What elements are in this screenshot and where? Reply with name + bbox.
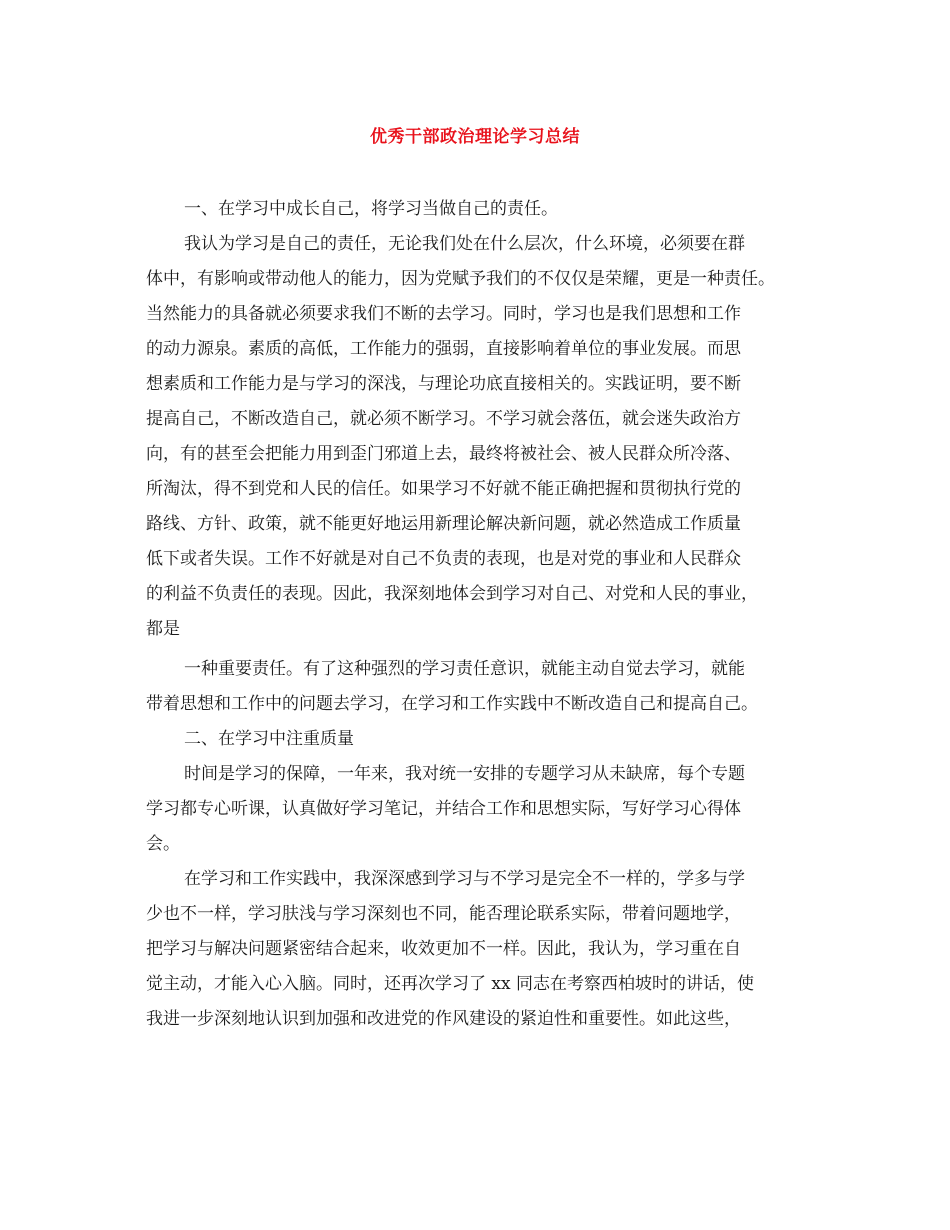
paragraph-line: 体中，有影响或带动他人的能力，因为党赋予我们的不仅仅是荣耀，更是一种责任。 <box>146 269 775 289</box>
paragraph-line: 想素质和工作能力是与学习的深浅，与理论功底直接相关的。实践证明，要不断 <box>146 374 741 394</box>
paragraph-line: 带着思想和工作中的问题去学习，在学习和工作实践中不断改造自己和提高自己。 <box>146 694 758 714</box>
paragraph-line: 把学习与解决问题紧密结合起来，收效更加不一样。因此，我认为，学习重在自 <box>146 939 741 959</box>
paragraph-line: 低下或者失误。工作不好就是对自己不负责的表现，也是对党的事业和人民群众 <box>146 549 741 569</box>
paragraph-line: 我进一步深刻地认识到加强和改进党的作风建设的紧迫性和重要性。如此这些， <box>146 1009 741 1029</box>
paragraph-line: 路线、方针、政策，就不能更好地运用新理论解决新问题，就必然造成工作质量 <box>146 514 741 534</box>
paragraph-line: 觉主动，才能入心入脑。同时，还再次学习了 xx 同志在考察西柏坡时的讲话，使 <box>146 974 754 994</box>
paragraph-line: 时间是学习的保障，一年来，我对统一安排的专题学习从未缺席，每个专题 <box>184 764 745 784</box>
document-title: 优秀干部政治理论学习总结 <box>370 127 580 147</box>
section-heading-1: 一、在学习中成长自己，将学习当做自己的责任。 <box>184 199 558 219</box>
paragraph-line: 提高自己，不断改造自己，就必须不断学习。不学习就会落伍，就会迷失政治方 <box>146 409 741 429</box>
paragraph-line: 一种重要责任。有了这种强烈的学习责任意识，就能主动自觉去学习，就能 <box>184 659 745 679</box>
paragraph-line: 学习都专心听课，认真做好学习笔记，并结合工作和思想实际，写好学习心得体 <box>146 799 741 819</box>
paragraph-line: 当然能力的具备就必须要求我们不断的去学习。同时，学习也是我们思想和工作 <box>146 304 741 324</box>
paragraph-line: 在学习和工作实践中，我深深感到学习与不学习是完全不一样的，学多与学 <box>184 869 745 889</box>
paragraph-line: 所淘汰，得不到党和人民的信任。如果学习不好就不能正确把握和贯彻执行党的 <box>146 479 741 499</box>
paragraph-line: 少也不一样，学习肤浅与学习深刻也不同，能否理论联系实际，带着问题地学， <box>146 904 741 924</box>
paragraph-line: 的动力源泉。素质的高低，工作能力的强弱，直接影响着单位的事业发展。而思 <box>146 339 741 359</box>
paragraph-line: 向，有的甚至会把能力用到歪门邪道上去，最终将被社会、被人民群众所冷落、 <box>146 444 741 464</box>
paragraph-line: 我认为学习是自己的责任，无论我们处在什么层次，什么环境，必须要在群 <box>184 234 745 254</box>
section-heading-2: 二、在学习中注重质量 <box>184 729 354 749</box>
paragraph-line: 都是 <box>146 619 180 639</box>
paragraph-line: 会。 <box>146 834 180 854</box>
paragraph-line: 的利益不负责任的表现。因此，我深刻地体会到学习对自己、对党和人民的事业， <box>146 584 758 604</box>
